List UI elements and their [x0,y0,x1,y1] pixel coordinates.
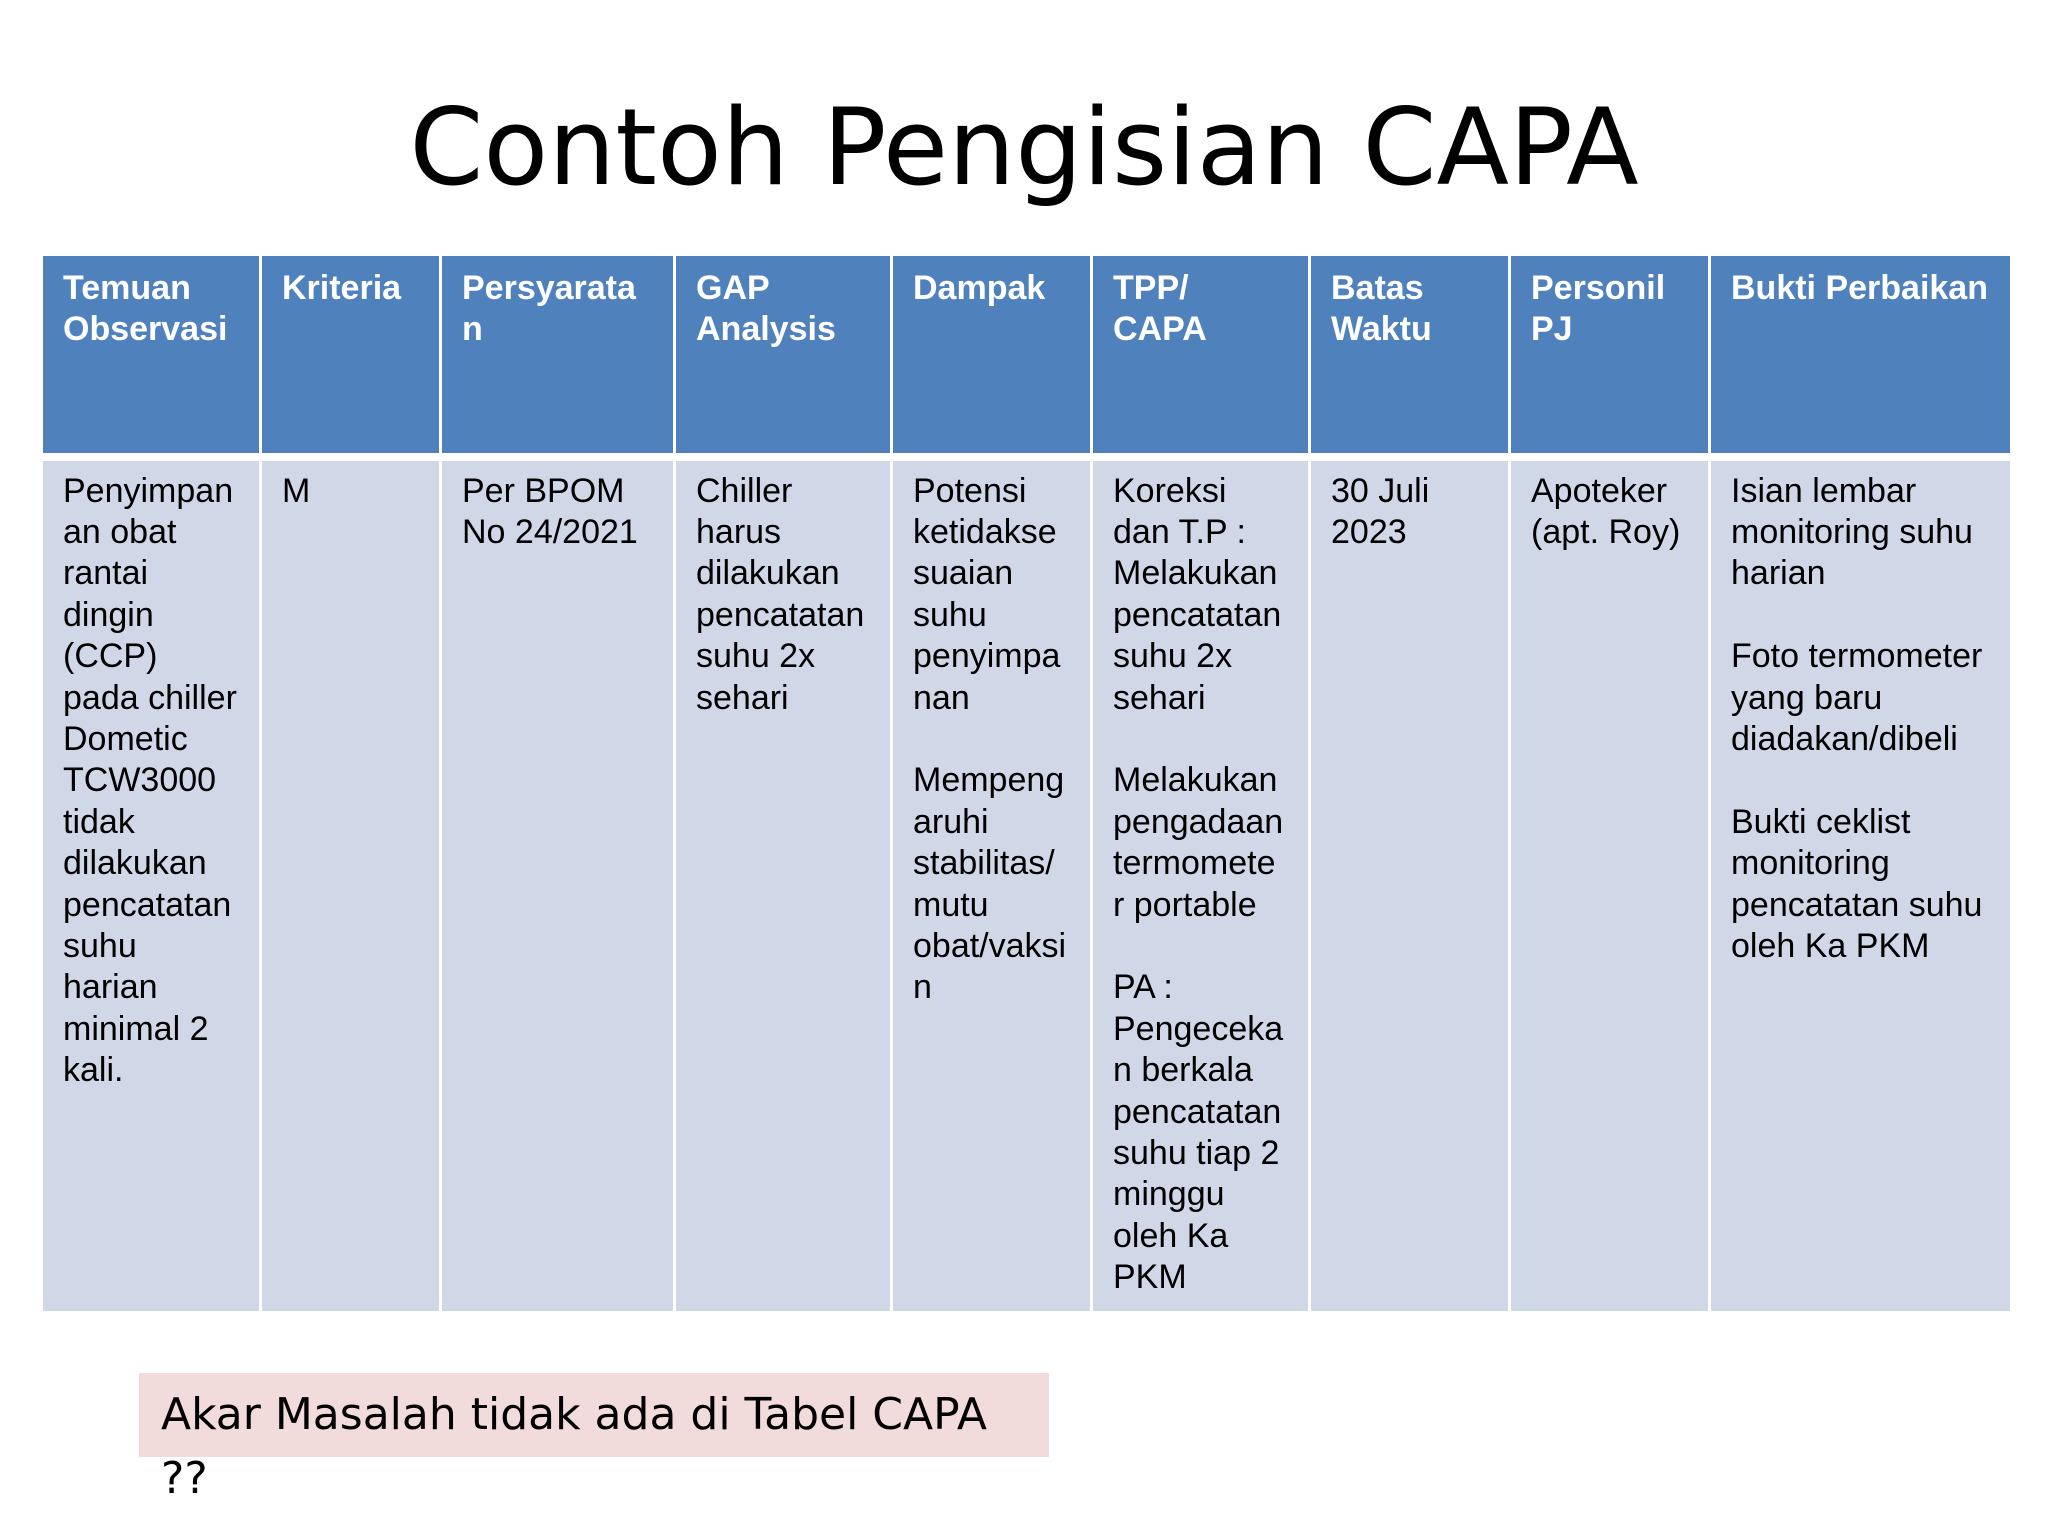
header-gap-analysis: GAP Analysis [675,255,892,457]
cell-dampak: Potensi ketidakse suaian suhu penyimpa nan Mempeng aruhi stabilitas/ mutu obat/vaksi n [892,457,1092,1313]
root-cause-note: Akar Masalah tidak ada di Tabel CAPA ?? [139,1373,1049,1457]
cell-batas-waktu: 30 Juli 2023 [1310,457,1510,1313]
capa-table [40,253,2013,1314]
cell-gap-analysis: Chiller harus dilakukan pencatatan suhu 2x sehari [675,457,892,1313]
table-row [42,457,2012,1313]
cell-persyaratan: Per BPOM No 24/2021 [441,457,675,1313]
cell-tpp-capa: Koreksi dan T.P : Melakukan pencatatan suhu 2x sehari Melakukan pengadaan termomete r portable PA : Pengeceka n berkala pencatatan suhu tiap 2 minggu oleh Ka PKM [1092,457,1310,1313]
header-kriteria: Kriteria [261,255,441,457]
header-temuan-observasi: Temuan Observasi [42,255,261,457]
table-header-row [42,255,2012,457]
header-persyaratan: Persyarata n [441,255,675,457]
header-tpp-capa: TPP/ CAPA [1092,255,1310,457]
cell-bukti-perbaikan: Isian lembar monitoring suhu harian Foto termometer yang baru diadakan/dibeli Bukti ceklist monitoring pencatatan suhu oleh Ka PKM [1710,457,2012,1313]
cell-kriteria: M [261,457,441,1313]
header-bukti-perbaikan: Bukti Perbaikan [1710,255,2012,457]
cell-personil-pj: Apoteker (apt. Roy) [1510,457,1710,1313]
cell-temuan-observasi: Penyimpan an obat rantai dingin (CCP) pada chiller Dometic TCW3000 tidak dilakukan pencatatan suhu harian minimal 2 kali. [42,457,261,1313]
header-personil-pj: Personil PJ [1510,255,1710,457]
header-batas-waktu: Batas Waktu [1310,255,1510,457]
slide-title: Contoh Pengisian CAPA [409,86,1639,209]
header-dampak: Dampak [892,255,1092,457]
